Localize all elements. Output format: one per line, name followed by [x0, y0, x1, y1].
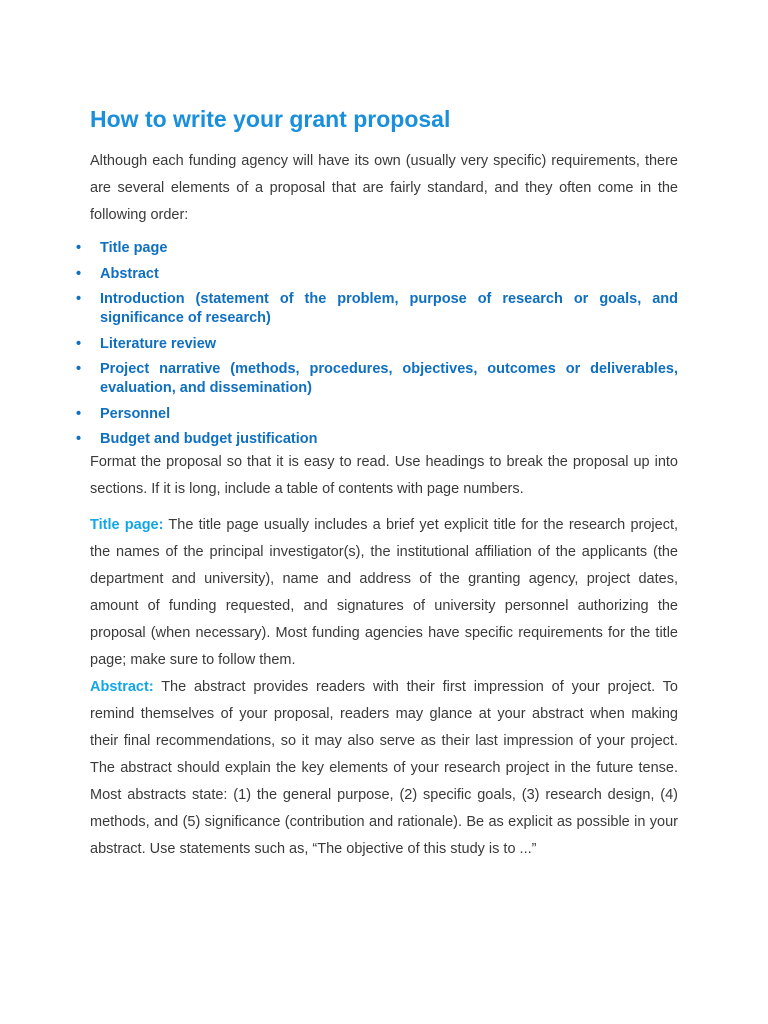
list-item [76, 265, 678, 284]
bullet-icon: • [76, 291, 82, 307]
list-item-text: Introduction (statement of the problem, purpose of research or goals, and significance of research) [100, 291, 678, 326]
title-page-paragraph [90, 512, 678, 674]
proposal-elements-list [76, 239, 678, 449]
intro-paragraph: Although each funding agency will have its own (usually very specific) requirements, there are several elements of a proposal that are fairly standard, and they often come in the following order: [90, 153, 678, 223]
bullet-icon: • [76, 431, 82, 447]
document-title: How to write your grant proposal [90, 106, 451, 132]
bullet-icon: • [76, 335, 82, 352]
list-item [76, 239, 678, 258]
bullet-icon: • [76, 240, 82, 256]
abstract-text: The abstract provides readers with their first impression of your project. To remind themselves of your proposal, readers may glance at your abstract when making their final recommendations, so it may also serve as their last impression of your project. The abstract should explain the key elements of your research project in the future tense. Most abstracts state: (1) the general purpose, (2) specific goals, (3) research design, (4) methods, and (5) significance (contribution and rationale). Be as explicit as possible in your abstract. Use statements such as, “The objective of this study is to ...” [90, 679, 678, 857]
title-page-text: The title page usually includes a brief yet explicit title for the research project, the names of the principal investigator(s), the institutional affiliation of the applicants (the department and university), name and address of the granting agency, project dates, amount of funding requested, and signatures of university personnel authorizing the proposal (when necessary). Most funding agencies have specific requirements for the title page; make sure to follow them. [90, 517, 679, 668]
format-paragraph: Format the proposal so that it is easy to read. Use headings to break the proposal up into sections. If it is long, include a table of contents with page numbers. [90, 454, 678, 497]
list-item-text: Title page [100, 240, 168, 256]
list-item [76, 290, 678, 328]
list-item-text: Literature review [100, 335, 217, 352]
bullet-icon: • [76, 265, 82, 282]
list-item-text: Personnel [100, 405, 171, 422]
list-item [76, 335, 678, 354]
list-item [76, 430, 678, 449]
list-item [76, 360, 678, 398]
abstract-paragraph [90, 674, 678, 863]
title-page-label: Title page: [90, 517, 164, 533]
list-item [76, 405, 678, 424]
list-item-text: Project narrative (methods, procedures, objectives, outcomes or deliverables, evaluation, and dissemination) [100, 361, 678, 396]
bullet-icon: • [76, 405, 82, 422]
list-item-text: Budget and budget justification [100, 431, 318, 447]
document-page [76, 104, 679, 863]
bullet-icon: • [76, 361, 82, 377]
list-item-text: Abstract [100, 265, 159, 282]
abstract-label: Abstract: [90, 679, 154, 695]
